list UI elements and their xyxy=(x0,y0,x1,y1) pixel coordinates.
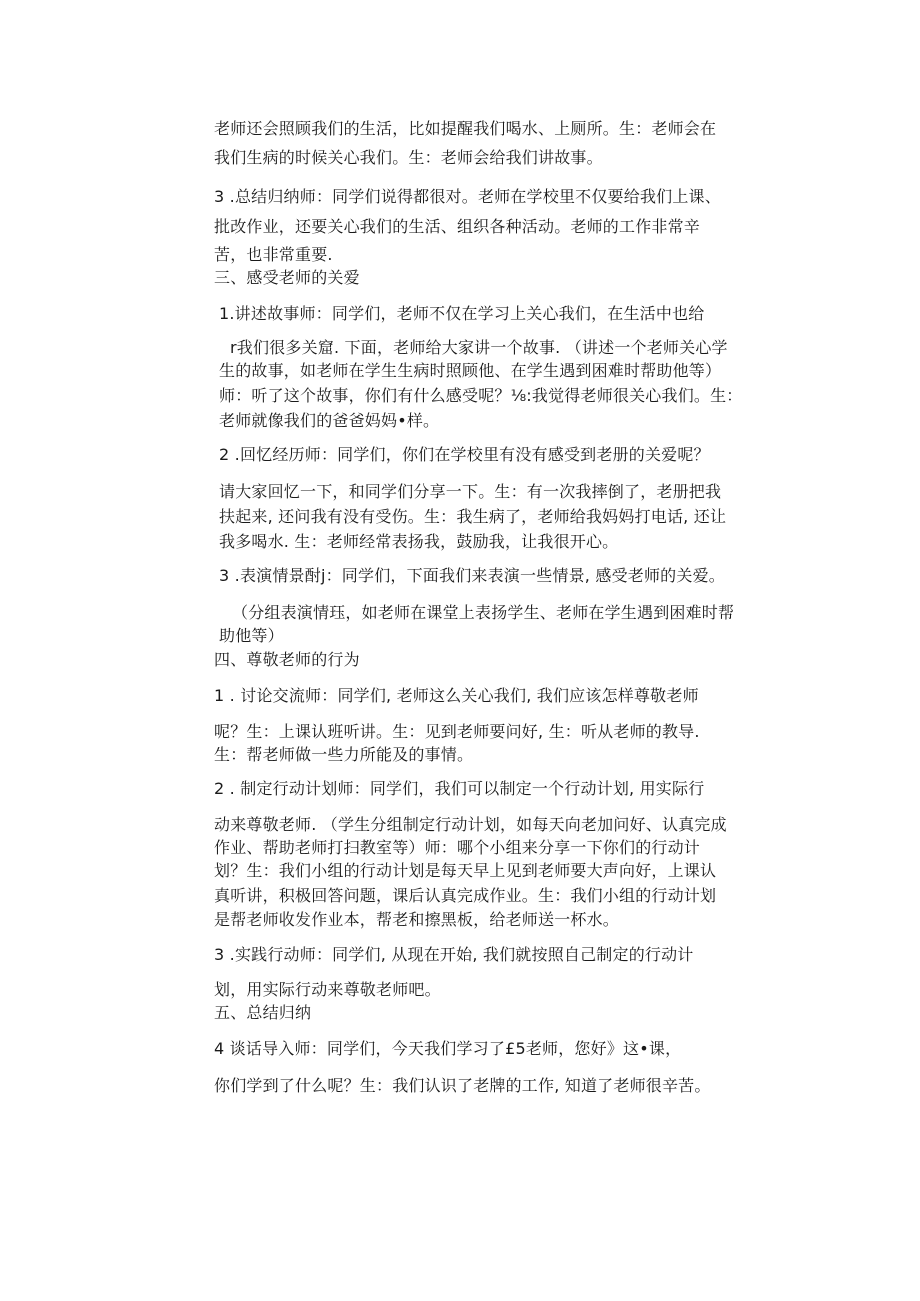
section-heading: 四、尊敬老师的行为 xyxy=(214,650,360,669)
text-line: 作业、帮助老师打扫教室等）师：哪个小组来分享一下你们的行动计 xyxy=(214,838,701,857)
text-line: 你们学到了什么呢？生：我们认识了老牌的工作, 知道了老师很辛苦。 xyxy=(214,1076,711,1095)
text-line: 我们生病的时候关心我们。生：老师会给我们讲故事。 xyxy=(214,148,603,167)
text-line: 1 . 讨论交流师：同学们, 老师这么关心我们, 我们应该怎样尊敬老师 xyxy=(214,686,699,705)
text-line: 扶起来, 还问我有没有受伤。生：我生病了，老师给我妈妈打电话, 还让 xyxy=(219,507,727,526)
text-line: 请大家回忆一下，和同学们分享一下。生：有一次我摔倒了，老册把我 xyxy=(219,482,722,501)
text-line: 3 .实践行动师：同学们, 从现在开始, 我们就按照自己制定的行动计 xyxy=(214,945,694,964)
text-line: 批改作业，还要关心我们的生活、组织各种活动。老师的工作非常辛 xyxy=(214,217,701,236)
text-line: 老师就像我们的爸爸妈妈•样。 xyxy=(219,411,440,430)
text-line: 老师还会照顾我们的生活，比如提醒我们喝水、上厕所。生：老师会在 xyxy=(214,119,717,138)
text-line: 真听讲，积极回答问题，课后认真完成作业。生：我们小组的行动计划 xyxy=(214,886,717,905)
text-line: 师：听了这个故事，你们有什么感受呢？⅛:我觉得老师很关心我们。生： xyxy=(219,386,743,405)
text-line: （分组表演情珏，如老师在课堂上表扬学生、老师在学生遇到困难时帮 xyxy=(232,603,735,622)
text-line: 动来尊敬老师. （学生分组制定行动计划，如每天向老加问好、认真完成 xyxy=(214,815,727,834)
text-line: 呢？生：上课认班听讲。生：见到老师要问好, 生：听从老师的教导. xyxy=(214,722,700,741)
text-line: 划？生：我们小组的行动计划是每天早上见到老师要大声向好，上课认 xyxy=(214,861,717,880)
text-line: 苦，也非常重要. xyxy=(214,245,333,264)
text-line: 我多喝水. 生：老师经常表扬我，鼓励我，让我很开心。 xyxy=(219,532,619,551)
text-line: 2 . 制定行动计划师：同学们，我们可以制定一个行动计划, 用实际行 xyxy=(214,779,705,798)
text-line: 生：帮老师做一些力所能及的事情。 xyxy=(214,745,474,764)
text-line: r我们很多关窟. 下面，老师给大家讲一个故事. （讲述一个老师关心学 xyxy=(230,338,728,357)
section-heading: 五、总结归纳 xyxy=(214,1003,312,1022)
text-line: 4 谈话导入师：同学们，今天我们学习了£5老师，您好》这•课， xyxy=(214,1039,682,1058)
text-line: 生的故事，如老师在学生生病时照顾他、在学生遇到困难时帮助他等） xyxy=(219,361,722,380)
text-line: 3 .总结归纳师：同学们说得都很对。老师在学校里不仅要给我们上课、 xyxy=(214,187,721,206)
text-line: 助他等） xyxy=(219,626,284,645)
text-line: 划，用实际行动来尊敬老师吧。 xyxy=(214,980,441,999)
section-heading: 三、感受老师的关爱 xyxy=(214,268,360,287)
text-line: 是帮老师收发作业本，帮老和擦黑板，给老师送一杯水。 xyxy=(214,910,620,929)
text-line: 2 .回忆经历师：同学们，你们在学校里有没有感受到老册的关爱呢？ xyxy=(219,445,710,464)
text-line: 3 .表演情景酎j：同学们，下面我们来表演一些情景, 感受老师的关爱。 xyxy=(219,566,725,585)
text-line: 1.讲述故事师：同学们，老师不仅在学习上关心我们，在生活中也给 xyxy=(219,304,705,323)
